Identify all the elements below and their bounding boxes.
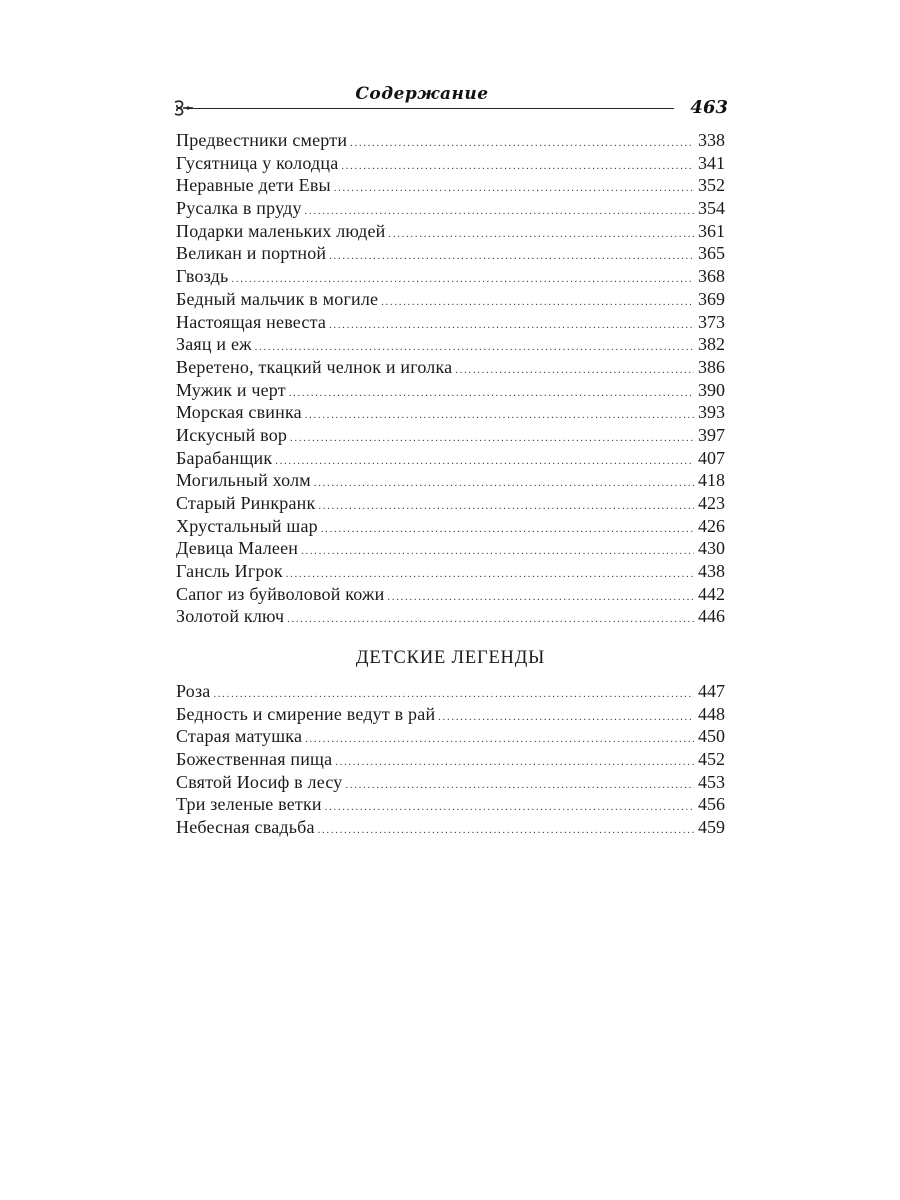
- header-rule: [188, 108, 674, 109]
- toc-entry-title: Старый Ринкранк: [176, 493, 316, 513]
- dot-leader: [341, 156, 694, 179]
- dot-leader: [334, 178, 694, 201]
- toc-entry: [176, 197, 725, 220]
- toc-entry: [176, 560, 725, 583]
- toc-entry-title: Бедность и смирение ведут в рай: [176, 703, 436, 724]
- dot-leader: [305, 729, 694, 752]
- toc-entry-title: Искусный вор: [176, 424, 288, 445]
- toc-entry: [176, 379, 725, 402]
- toc-entry: [176, 703, 725, 726]
- dot-leader: [350, 133, 694, 156]
- toc-entry-title: Гусятница у колодца: [176, 152, 339, 173]
- toc-entry: [176, 605, 725, 628]
- toc-entry-page: 423: [698, 493, 725, 513]
- toc-entry-title: Морская свинка: [176, 402, 302, 423]
- toc-entry: [176, 793, 725, 816]
- toc-entry: [176, 771, 725, 794]
- table-of-contents-main: [176, 129, 725, 628]
- toc-entry: [176, 583, 725, 606]
- dot-leader: [290, 428, 694, 451]
- dot-leader: [389, 224, 694, 247]
- toc-entry-title: Веретено, ткацкий челнок и иголка: [176, 356, 453, 377]
- toc-entry: [176, 816, 725, 839]
- toc-entry: [176, 725, 725, 748]
- dot-leader: [289, 383, 694, 406]
- toc-entry-title: Русалка в пруду: [176, 198, 302, 219]
- toc-entry: [176, 401, 725, 424]
- toc-entry-page: 407: [698, 447, 725, 468]
- toc-entry: [176, 311, 725, 334]
- toc-entry-page: 452: [698, 749, 725, 770]
- toc-entry: [176, 265, 725, 288]
- toc-entry-title: Три зеленые ветки: [176, 794, 322, 815]
- dot-leader: [329, 315, 694, 338]
- toc-entry-page: 352: [698, 175, 725, 196]
- dot-leader: [318, 820, 694, 843]
- toc-entry-page: 397: [698, 424, 725, 445]
- dot-leader: [275, 451, 694, 474]
- toc-entry-page: 430: [698, 538, 725, 559]
- toc-entry-page: 338: [698, 130, 725, 150]
- toc-entry-title: Святой Иосиф в лесу: [176, 771, 343, 792]
- toc-entry-title: Золотой ключ: [176, 606, 285, 627]
- dot-leader: [438, 707, 694, 730]
- toc-entry-page: 390: [698, 379, 725, 400]
- dot-leader: [305, 405, 694, 428]
- toc-entry: [176, 129, 725, 152]
- dot-leader: [381, 292, 694, 315]
- toc-entry-page: 448: [698, 703, 725, 724]
- toc-entry-title: Небесная свадьба: [176, 817, 315, 838]
- dot-leader: [325, 797, 694, 820]
- toc-entry-page: 393: [698, 402, 725, 423]
- toc-entry-page: 447: [698, 681, 725, 701]
- toc-entry-title: Неравные дети Евы: [176, 175, 331, 196]
- toc-entry-title: Божественная пища: [176, 749, 333, 770]
- toc-entry-page: 369: [698, 288, 725, 309]
- toc-entry-title: Хрустальный шар: [176, 515, 318, 536]
- toc-entry: [176, 447, 725, 470]
- dot-leader: [287, 609, 694, 632]
- toc-entry-title: Подарки маленьких людей: [176, 220, 386, 241]
- toc-entry-title: Мужик и черт: [176, 379, 286, 400]
- toc-entry-title: Могильный холм: [176, 470, 311, 491]
- toc-entry-title: Гвоздь: [176, 266, 229, 287]
- dot-leader: [318, 496, 694, 519]
- dot-leader: [314, 473, 694, 496]
- toc-entry: [176, 174, 725, 197]
- toc-entry: [176, 152, 725, 175]
- toc-entry: [176, 748, 725, 771]
- toc-entry-title: Роза: [176, 681, 211, 701]
- toc-entry-page: 438: [698, 561, 725, 582]
- toc-entry-page: 456: [698, 794, 725, 815]
- page-number: 463: [690, 97, 728, 118]
- toc-entry: [176, 492, 725, 515]
- dot-leader: [346, 775, 694, 798]
- toc-entry-page: 450: [698, 726, 725, 747]
- section-heading: ДЕТСКИЕ ЛЕГЕНДЫ: [355, 648, 546, 668]
- dot-leader: [301, 541, 694, 564]
- dot-leader: [321, 519, 694, 542]
- toc-entry: [176, 288, 725, 311]
- dot-leader: [335, 752, 694, 775]
- toc-entry-title: Бедный мальчик в могиле: [176, 288, 379, 309]
- toc-entry: [176, 333, 725, 356]
- toc-entry-title: Девица Малеен: [176, 538, 299, 559]
- dot-leader: [455, 360, 694, 383]
- toc-entry-page: 354: [698, 198, 725, 219]
- toc-entry-page: 341: [698, 152, 725, 173]
- toc-entry-title: Гансль Игрок: [176, 561, 283, 582]
- toc-entry-page: 373: [698, 311, 725, 332]
- toc-entry: [176, 469, 725, 492]
- running-header: [172, 80, 728, 120]
- toc-entry: [176, 242, 725, 265]
- toc-entry-title: Великан и портной: [176, 243, 327, 264]
- toc-entry-title: Предвестники смерти: [176, 130, 348, 150]
- toc-entry-page: 459: [698, 817, 725, 838]
- toc-entry-page: 426: [698, 515, 725, 536]
- dot-leader: [388, 587, 694, 610]
- toc-entry-page: 365: [698, 243, 725, 264]
- toc-entry: [176, 680, 725, 703]
- toc-entry: [176, 220, 725, 243]
- toc-entry-title: Настоящая невеста: [176, 311, 327, 332]
- toc-entry: [176, 356, 725, 379]
- toc-entry-page: 418: [698, 470, 725, 491]
- toc-entry-title: Старая матушка: [176, 726, 303, 747]
- toc-entry: [176, 537, 725, 560]
- table-of-contents-legends: [176, 680, 725, 839]
- toc-entry-page: 446: [698, 606, 725, 627]
- toc-entry: [176, 515, 725, 538]
- toc-entry: [176, 424, 725, 447]
- dot-leader: [329, 246, 694, 269]
- toc-entry-page: 442: [698, 583, 725, 604]
- toc-entry-page: 453: [698, 771, 725, 792]
- toc-entry-page: 368: [698, 266, 725, 287]
- running-header-title: Содержание: [355, 84, 489, 104]
- toc-entry-title: Барабанщик: [176, 447, 273, 468]
- toc-entry-page: 386: [698, 356, 725, 377]
- toc-entry-page: 382: [698, 334, 725, 355]
- toc-entry-title: Сапог из буйволовой кожи: [176, 583, 385, 604]
- toc-entry-page: 361: [698, 220, 725, 241]
- toc-entry-title: Заяц и еж: [176, 334, 252, 355]
